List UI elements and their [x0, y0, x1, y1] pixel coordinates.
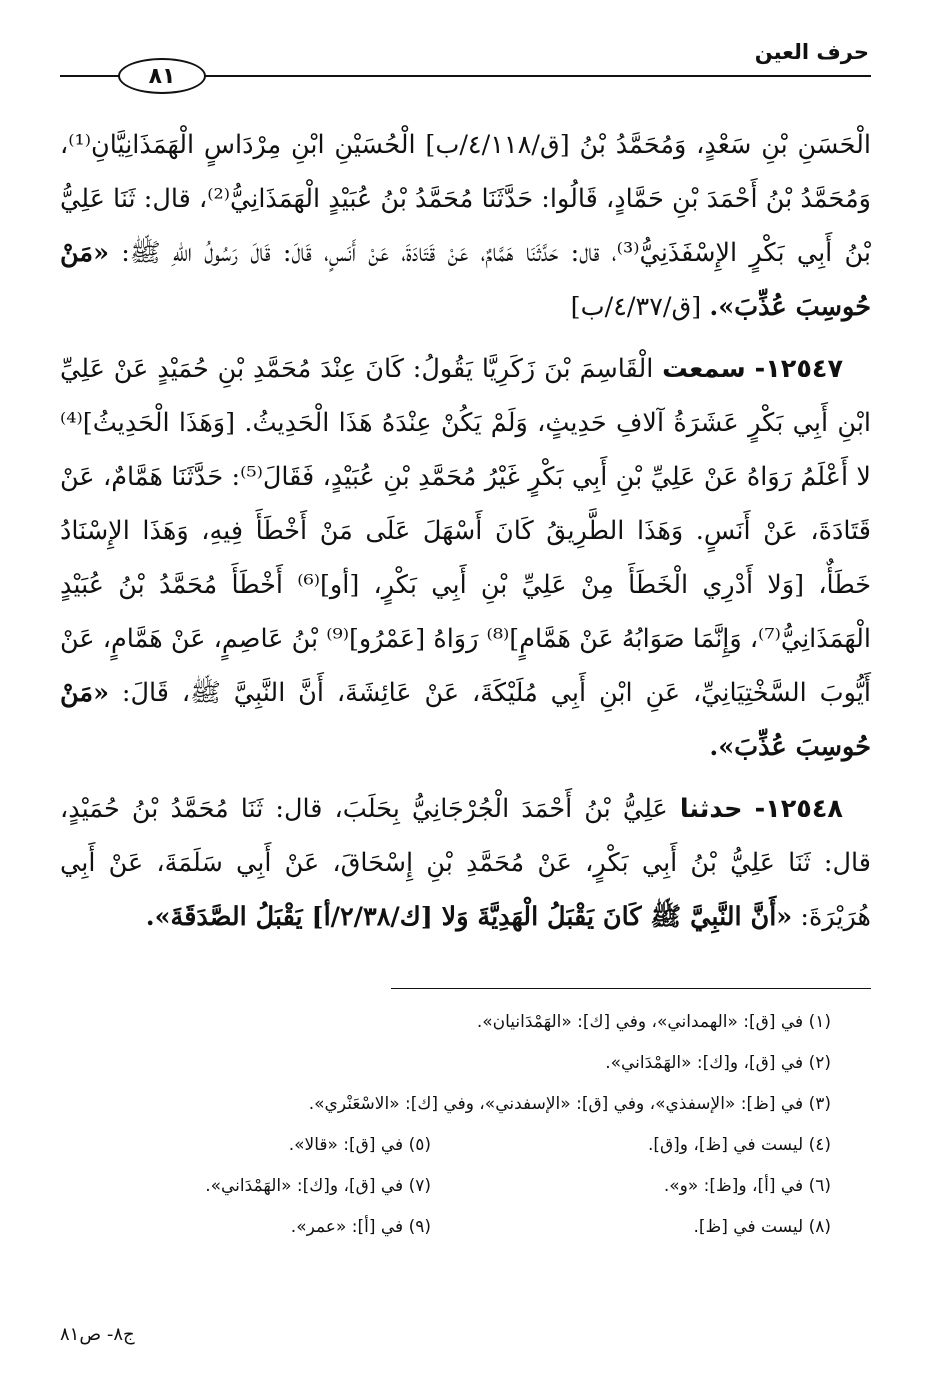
footnote-4: (٤) ليست في [ظ]، و[ق].	[647, 1134, 831, 1155]
entry-number: ١٢٥٤٨-	[754, 794, 843, 824]
entry-text: الْقَاسِمَ بْنَ زَكَرِيَّا يَقُولُ: كَانَ عِنْدَ مُحَمَّدِ بْنِ حُمَيْدٍ عَنْ عَلِيِّ ابْنِ أَبِي بَكْرٍ عَشَرَةُ آلافِ حَدِيثٍ، وَلَمْ يَكُنْ عِنْدَهُ هَذَا الْحَدِيثُ. [وَهَذَا الْحَدِيثُ]⁽⁴⁾ لا أَعْلَمُ رَوَاهُ عَنْ عَلِيِّ بْنِ أَبِي بَكْرٍ غَيْرُ مُحَمَّدِ بْنِ عُبَيْدٍ، فَقَالَ⁽⁵⁾: حَدَّثَنَا هَمَّامٌ، عَنْ قَتَادَةَ، عَنْ أَنَسٍ. وَهَذَا الطَّرِيقُ كَانَ أَسْهَلَ عَلَى مَنْ أَخْطَأَ فِيهِ، وَهَذَا الإِسْنَادُ خَطَأٌ، [وَلا أَدْرِي الْخَطَأَ مِنْ عَلِيِّ بْنِ أَبِي بَكْرٍ، [أو]⁽⁶⁾ أَخْطَأَ مُحَمَّدُ بْنُ عُبَيْدٍ الْهَمَذَانِيُّ⁽⁷⁾، وَإِنَّمَا صَوَابُهُ عَنْ هَمَّامٍ]⁽⁸⁾ رَوَاهُ [عَمْرُو]⁽⁹⁾ بْنُ عَاصِمٍ، عَنْ هَمَّامٍ، عَنْ أَيُّوبَ السَّخْتِيَانِيِّ، عَنِ ابْنِ أَبِي مُلَيْكَةَ، عَنْ عَائِشَةَ، أَنَّ النَّبِيَّ ﷺ، قَالَ:	[60, 354, 872, 708]
footnote-row	[60, 1001, 831, 1042]
footnote-2: (٢) في [ق]، و[ك]: «الهَمْدَاني».	[605, 1052, 831, 1073]
entry-number: ١٢٥٤٧-	[754, 354, 844, 384]
page-number: ٨١	[118, 58, 206, 94]
paragraph-text: الْحَسَنِ بْنِ سَعْدٍ، وَمُحَمَّدُ بْنُ [ق/٤/١١٨/ب] الْحُسَيْنِ ابْنِ مِرْدَاسٍ الْهَمَذَانِيَّانِ⁽¹⁾، وَمُحَمَّدُ بْنُ أَحْمَدَ بْنِ حَمَّادٍ، قَالُوا: حَدَّثَنَا مُحَمَّدُ بْنُ عُبَيْدٍ الْهَمَذَانِيُّ⁽²⁾، قال: ثَنَا عَلِيُّ بْنُ أَبِي بَكْرٍ الإِسْفَذَنِيُّ⁽³⁾، قال: حَدَّثَنَا هَمَّامٌ، عَنْ قَتَادَةَ، عَنْ أَنَسٍ، قَالَ: قَالَ رَسُولُ اللهِ ﷺ:	[60, 130, 872, 268]
paragraph-continuation	[60, 118, 871, 334]
footnote-row	[60, 1042, 831, 1083]
hadith-entry-12547	[60, 342, 871, 774]
footnote-8: (٨) ليست في [ظ].	[693, 1216, 831, 1237]
hadith-quote: «مَنْ حُوسِبَ عُذِّبَ».	[60, 678, 871, 762]
manuscript-ref: [ق/٤/٣٧/ب]	[570, 292, 702, 322]
footnote-row	[60, 1083, 831, 1124]
entry-lead-word: حدثنا	[679, 794, 743, 824]
hadith-quote: «مَنْ حُوسِبَ عُذِّبَ».	[60, 238, 871, 322]
footnote-row	[60, 1124, 831, 1165]
footnote-1: (١) في [ق]: «الهمداني»، وفي [ك]: «الهَمْدَانيان».	[476, 1011, 831, 1032]
hadith-entry-12548	[60, 782, 871, 944]
main-text	[60, 118, 871, 952]
footnote-9: (٩) في [أ]: «عمر».	[290, 1216, 431, 1237]
footnote-row	[60, 1165, 831, 1206]
volume-page-ref: ج٨- ص٨١	[60, 1324, 135, 1345]
chapter-title: حرف العين	[754, 40, 869, 64]
page-header	[60, 38, 871, 98]
footnote-6: (٦) في [أ]، و[ظ]: «و».	[663, 1175, 831, 1196]
hadith-quote: «أَنَّ النَّبِيَّ ﷺ كَانَ يَقْبَلُ الْهَدِيَّةَ وَلا [ك/٢/٣٨/أ] يَقْبَلُ الصَّدَقَةَ».	[145, 902, 793, 932]
footnote-7: (٧) في [ق]، و[ك]: «الهَمْدَاني».	[205, 1175, 431, 1196]
entry-text: عَلِيُّ بْنُ أَحْمَدَ الْجُرْجَانِيُّ بِحَلَبَ، قال: ثَنَا مُحَمَّدُ بْنُ حُمَيْدٍ، قال: ثَنَا عَلِيُّ بْنُ أَبِي بَكْرٍ، عَنْ مُحَمَّدِ بْنِ إِسْحَاقَ، عَنْ أَبِي سَلَمَةَ، عَنْ أَبِي هُرَيْرَةَ:	[60, 794, 871, 932]
footnote-row	[60, 1206, 831, 1247]
footnote-3: (٣) في [ظ]: «الإسفذي»، وفي [ق]: «الإسفدني»، وفي [ك]: «الاسْعَنْري».	[308, 1093, 831, 1114]
footnotes	[60, 1001, 831, 1247]
footnote-rule	[391, 988, 871, 989]
entry-lead-word: سمعت	[662, 354, 746, 384]
footnote-5: (٥) في [ق]: «قالا».	[288, 1134, 431, 1155]
